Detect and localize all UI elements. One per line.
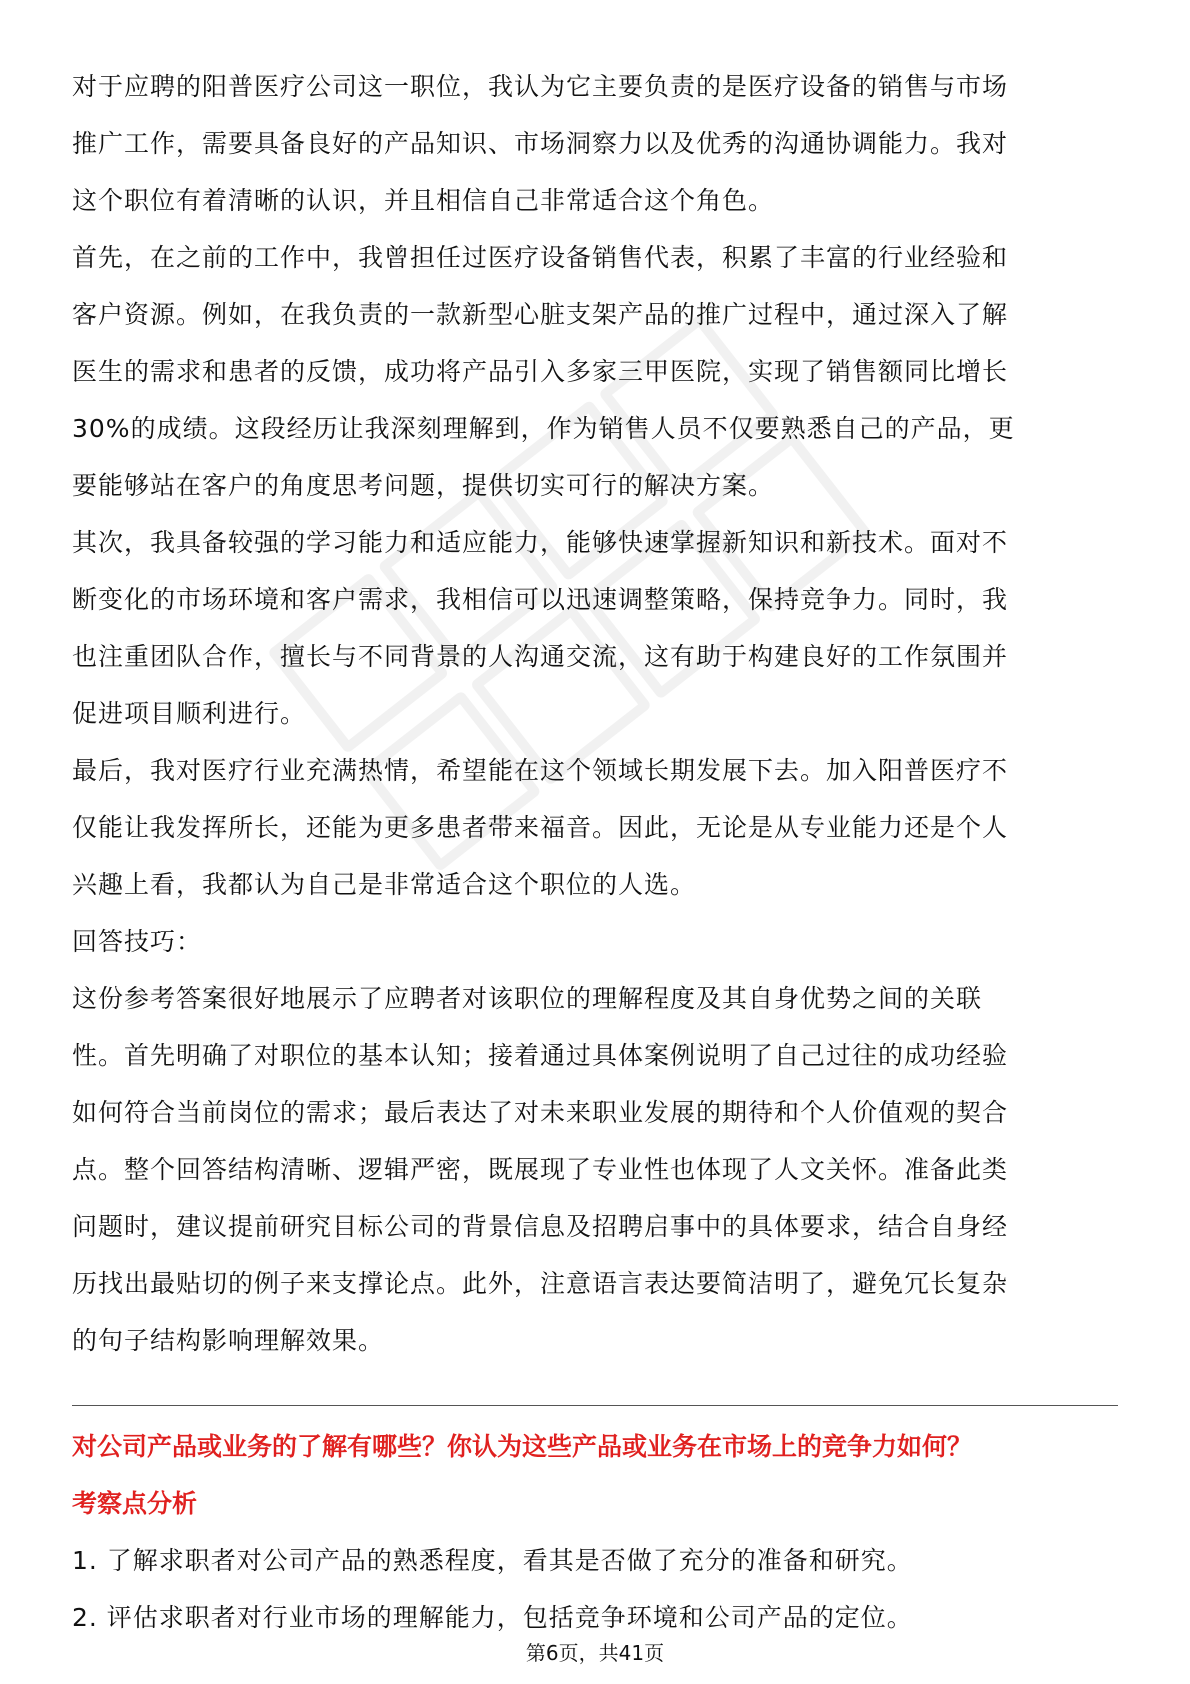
text-line: 问题时，建议提前研究目标公司的背景信息及招聘启事中的具体要求，结合自身经 — [72, 1212, 1009, 1241]
text-line: 其次，我具备较强的学习能力和适应能力，能够快速掌握新知识和新技术。面对不 — [72, 528, 1009, 557]
text-line: 促进项目顺利进行。 — [72, 699, 307, 728]
text-line: 客户资源。例如，在我负责的一款新型心脏支架产品的推广过程中，通过深入了解 — [72, 300, 1009, 329]
answer-paragraph — [72, 58, 1118, 229]
text-line: 对于应聘的阳普医疗公司这一职位，我认为它主要负责的是医疗设备的销售与市场 — [72, 72, 1009, 101]
text-line: 兴趣上看，我都认为自己是非常适合这个职位的人选。 — [72, 870, 697, 899]
text-line: 推广工作，需要具备良好的产品知识、市场洞察力以及优秀的沟通协调能力。我对 — [72, 129, 1009, 158]
text-line: 这份参考答案很好地展示了应聘者对该职位的理解程度及其自身优势之间的关联 — [72, 984, 983, 1013]
text-line: 历找出最贴切的例子来支撑论点。此外，注意语言表达要简洁明了，避免冗长复杂 — [72, 1269, 1009, 1298]
answer-section — [72, 58, 1118, 1369]
analysis-title: 考察点分析 — [72, 1489, 198, 1518]
text-line: 仅能让我发挥所长，还能为更多患者带来福音。因此，无论是从专业能力还是个人 — [72, 813, 1009, 842]
text-line: 的句子结构影响理解效果。 — [72, 1326, 385, 1355]
text-line: 最后，我对医疗行业充满热情，希望能在这个领域长期发展下去。加入阳普医疗不 — [72, 756, 1009, 785]
page-number: 第6页，共41页 — [525, 1641, 665, 1665]
question-title: 对公司产品或业务的了解有哪些？你认为这些产品或业务在市场上的竞争力如何？ — [72, 1432, 973, 1461]
text-line: 医生的需求和患者的反馈，成功将产品引入多家三甲医院，实现了销售额同比增长 — [72, 357, 1009, 386]
text-line: 要能够站在客户的角度思考问题，提供切实可行的解决方案。 — [72, 471, 775, 500]
text-line: 如何符合当前岗位的需求；最后表达了对未来职业发展的期待和个人价值观的契合 — [72, 1098, 1009, 1127]
tips-heading — [72, 913, 1118, 970]
text-line: 点。整个回答结构清晰、逻辑严密，既展现了专业性也体现了人文关怀。准备此类 — [72, 1155, 1009, 1184]
text-line: 断变化的市场环境和客户需求，我相信可以迅速调整策略，保持竞争力。同时，我 — [72, 585, 1009, 614]
text-line: 也注重团队合作，擅长与不同背景的人沟通交流，这有助于构建良好的工作氛围并 — [72, 642, 1009, 671]
tips-paragraph — [72, 970, 1118, 1369]
answer-paragraph — [72, 229, 1118, 514]
text-line: 性。首先明确了对职位的基本认知；接着通过具体案例说明了自己过往的成功经验 — [72, 1041, 1009, 1070]
text-line: 首先，在之前的工作中，我曾担任过医疗设备销售代表，积累了丰富的行业经验和 — [72, 243, 1009, 272]
analysis-point: 2. 评估求职者对行业市场的理解能力，包括竞争环境和公司产品的定位。 — [72, 1603, 913, 1632]
answer-paragraph — [72, 514, 1118, 742]
text-line: 回答技巧： — [72, 927, 203, 956]
text-line: 这个职位有着清晰的认识，并且相信自己非常适合这个角色。 — [72, 186, 775, 215]
answer-paragraph — [72, 742, 1118, 913]
analysis-point: 1. 了解求职者对公司产品的熟悉程度，看其是否做了充分的准备和研究。 — [72, 1546, 913, 1575]
section-divider — [72, 1405, 1118, 1406]
page-content — [72, 58, 1118, 1646]
text-line: 30%的成绩。这段经历让我深刻理解到，作为销售人员不仅要熟悉自己的产品，更 — [72, 414, 1015, 443]
next-question-section — [72, 1418, 1118, 1646]
